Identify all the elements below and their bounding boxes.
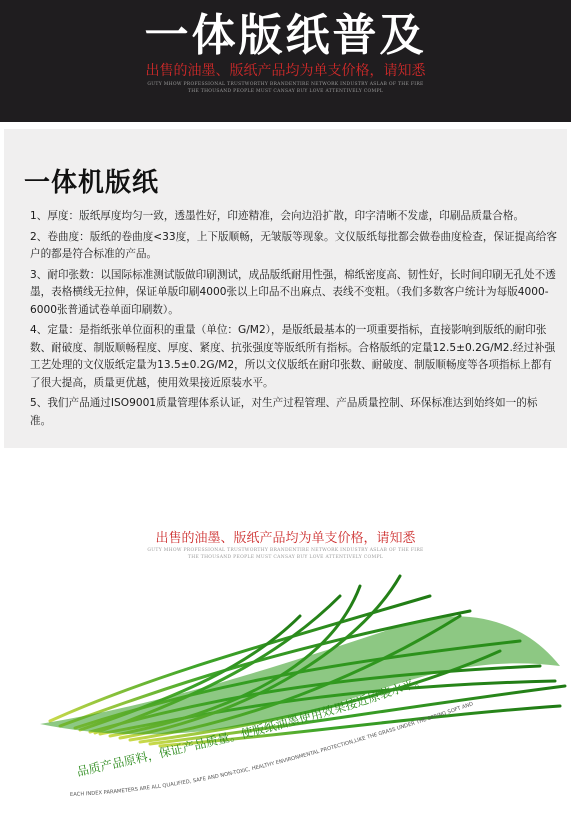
curve-text-cn: 品质产品原料，保证产品质量。使版纸油墨使用效果接近原装水平。 bbox=[75, 673, 428, 779]
promo-tagline: 出售的油墨、版纸产品均为单支价格，请知悉 bbox=[155, 531, 416, 546]
spec-list bbox=[30, 208, 558, 433]
hero-fine-print-2: THE THOUSAND PEOPLE MUST CANSAY BUY LOVE ATTENTIVELY COMPL bbox=[187, 89, 384, 94]
hero-fine-print-1: GUTY MHOW PROFESSIONAL TRUSTWORTHY BRANDENTIRE NETWORK INDUSTRY ASLAB OF THE FIRE bbox=[147, 82, 424, 87]
spec-item: 4、定量：是指纸张单位面积的重量（单位：G/M2），是版纸最基本的一项重要指标，直接影响到版纸的耐印张数、耐破度、制版顺畅程度、厚度、紧度、抗张强度等版纸所有指标。合格版纸的定量12.5±0.2G/M2.经过补强工艺处理的文仪版纸定量为13.5±0.2G/M2，所以文仪版纸在耐印张数、耐破度、制版顺畅度等各项指标上都有了很大提高，质量更优越，使用效果接近原装水平。 bbox=[30, 324, 556, 389]
spec-item: 3、耐印张数：以国际标准测试版做印刷测试，成品版纸耐用性强，棉纸密度高、韧性好，长时间印刷无孔处不透墨，表格横线无拉伸，保证单版印刷4000张以上印品不出麻点、表线不变粗。（我们多数客户统计为每版4000-6000张普通试卷单面印刷数）。 bbox=[30, 268, 556, 316]
promo-fine-print-1: GUTY MHOW PROFESSIONAL TRUSTWORTHY BRANDENTIRE NETWORK INDUSTRY ASLAB OF THE FIRE bbox=[147, 548, 424, 553]
spec-item: 5、我们产品通过ISO9001质量管理体系认证，对生产过程管理、产品质量控制、环保标准达到始终如一的标准。 bbox=[30, 397, 538, 427]
section-heading: 一体机版纸 bbox=[24, 168, 160, 198]
curve-text-en: EACH INDEX PARAMETERS ARE ALL QUALIFIED, SAFE AND NON-TOXIC, HEALTHY ENVIRONMENTAL PROTECTION,LIKE THE GRASS UNDER THE SPRING SOFT AND bbox=[69, 701, 475, 798]
spec-item: 2、卷曲度：版纸的卷曲度<33度，上下版顺畅，无皱版等现象。文仪版纸每批都会做卷曲度检查，保证提高给客户的都是符合标准的产品。 bbox=[30, 230, 557, 260]
promo-fine-print-2: THE THOUSAND PEOPLE MUST CANSAY BUY LOVE ATTENTIVELY COMPL bbox=[187, 555, 384, 560]
hero-banner bbox=[0, 0, 571, 122]
spec-item: 1、厚度：版纸厚度均匀一致，透墨性好，印迹精准，会向边沿扩散，印字清晰不发虚，印刷品质量合格。 bbox=[30, 210, 525, 222]
hero-title: 一体版纸普及 bbox=[144, 10, 427, 61]
grass-illustration bbox=[0, 556, 571, 838]
hero-subtitle: 出售的油墨、版纸产品均为单支价格，请知悉 bbox=[145, 63, 426, 79]
